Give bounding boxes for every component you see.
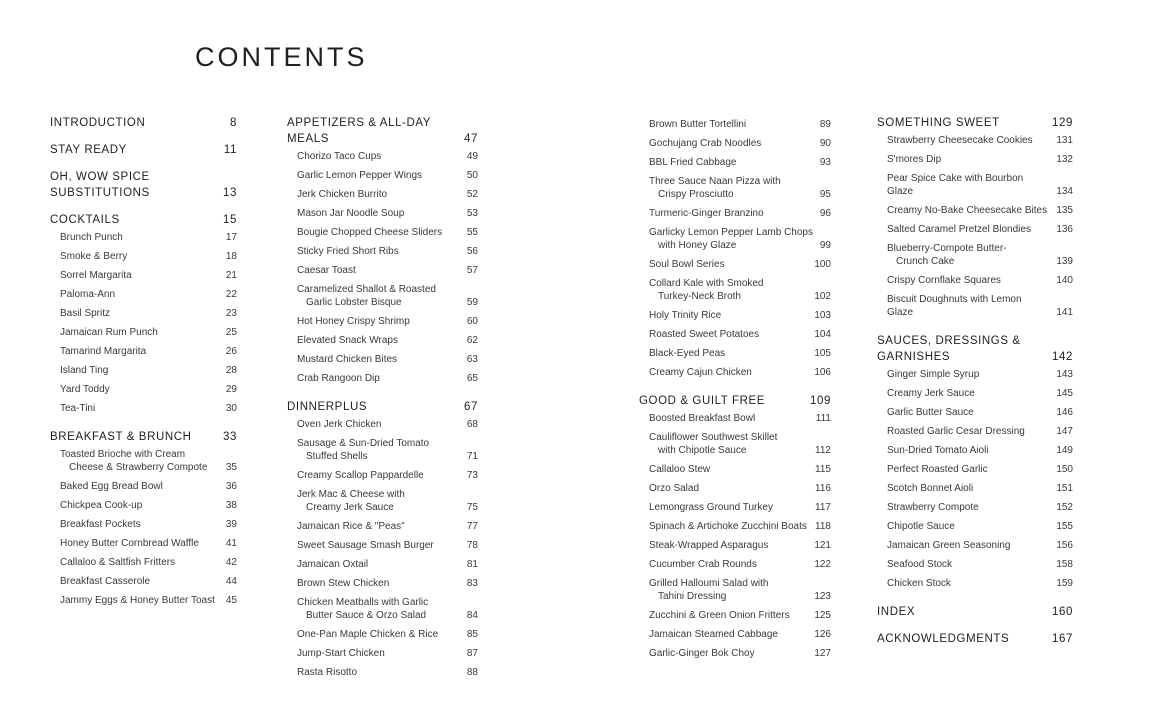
recipe-title: Roasted Sweet Potatoes [649,329,760,340]
toc-recipe-entry [639,363,831,382]
page-number: 104 [814,329,831,340]
recipe-title: Spinach & Artichoke Zucchini Boats [649,521,807,532]
page-number: 136 [1056,224,1073,235]
toc-recipe-entry [287,331,478,350]
page-number: 49 [466,151,478,162]
toc-recipe-entry [877,169,1073,201]
toc-recipe-entry [50,247,237,266]
toc-recipe-entry [287,644,478,663]
toc-column-3 [639,115,831,663]
toc-recipe-entry [639,274,831,306]
page-number: 158 [1056,559,1073,570]
page-number: 116 [815,483,831,494]
toc-recipe-entry [287,555,478,574]
page-number: 125 [814,610,831,621]
recipe-title: Caesar Toast [297,265,356,276]
toc-section-entry [877,333,1073,365]
page-number: 52 [466,189,478,200]
recipe-title: Jammy Eggs & Honey Butter Toast [60,595,215,606]
page-number: 57 [466,265,478,276]
page-number: 87 [466,648,478,659]
recipe-title: Crab Rangoon Dip [297,373,380,384]
toc-recipe-entry [877,220,1073,239]
section-title: BREAKFAST & BRUNCH [50,431,192,443]
page-number: 147 [1056,426,1073,437]
toc-recipe-entry [50,534,237,553]
toc-recipe-entry [877,441,1073,460]
section-title: INTRODUCTION [50,117,146,129]
recipe-title: Mason Jar Noodle Soup [297,208,405,219]
page-number: 126 [814,629,831,640]
recipe-title: Creamy Cajun Chicken [649,367,752,378]
recipe-title: Sausage & Sun-Dried Tomato Stuffed Shells [297,438,430,462]
recipe-title: Callaloo Stew [649,464,711,475]
page-number: 38 [225,500,237,511]
page-number: 155 [1056,521,1073,532]
recipe-title: Jamaican Oxtail [297,559,369,570]
page-number: 117 [815,502,831,513]
toc-recipe-entry [287,574,478,593]
page-number: 159 [1056,578,1073,589]
page-number: 42 [225,557,237,568]
page-number: 13 [223,187,237,199]
toc-recipe-entry [877,290,1073,322]
recipe-title: Baked Egg Bread Bowl [60,481,163,492]
recipe-title: One-Pan Maple Chicken & Rice [297,629,439,640]
toc-recipe-entry [50,361,237,380]
toc-recipe-entry [287,147,478,166]
recipe-title: Honey Butter Cornbread Waffle [60,538,199,549]
page-number: 62 [466,335,478,346]
toc-recipe-entry [287,312,478,331]
recipe-title: Brunch Punch [60,232,123,243]
recipe-title: Sorrel Margarita [60,270,132,281]
page-number: 41 [225,538,237,549]
toc-recipe-entry [50,228,237,247]
toc-recipe-entry [287,593,478,625]
recipe-title: Tamarind Margarita [60,346,147,357]
recipe-title: Cauliflower Southwest Skillet with Chipotle Sauce [649,432,778,456]
page-number: 18 [225,251,237,262]
recipe-title: Gochujang Crab Noodles [649,138,762,149]
page-number: 29 [225,384,237,395]
recipe-title: Soul Bowl Series [649,259,725,270]
toc-recipe-entry [287,466,478,485]
toc-recipe-entry [50,323,237,342]
recipe-title: Three Sauce Naan Pizza with Crispy Prosciutto [649,176,781,200]
recipe-title: Garlic Lemon Pepper Wings [297,170,423,181]
page-number: 167 [1052,633,1073,645]
toc-recipe-entry [639,325,831,344]
toc-section-entry [50,429,237,445]
toc-recipe-entry [877,365,1073,384]
page-number: 132 [1056,154,1073,165]
recipe-title: Blueberry-Compote Butter- Crunch Cake [887,243,1007,267]
toc-section-entry [639,393,831,409]
recipe-title: Chicken Meatballs with Garlic Butter Sauce & Orzo Salad [297,597,429,621]
recipe-title: Pear Spice Cake with Bourbon Glaze [887,173,1024,197]
toc-section-entry [50,169,237,201]
section-title: GOOD & GUILT FREE [639,395,766,407]
recipe-title: Cucumber Crab Rounds [649,559,757,570]
page-number: 139 [1056,256,1073,267]
toc-recipe-entry [287,350,478,369]
recipe-title: Hot Honey Crispy Shrimp [297,316,410,327]
recipe-title: Garlic Butter Sauce [887,407,974,418]
page-number: 140 [1056,275,1073,286]
recipe-title: Jamaican Steamed Cabbage [649,629,778,640]
page-number: 8 [230,117,237,129]
toc-recipe-entry [287,185,478,204]
recipe-title: Creamy Jerk Sauce [887,388,975,399]
toc-recipe-entry [877,150,1073,169]
toc-recipe-entry [639,115,831,134]
toc-recipe-entry [639,134,831,153]
toc-recipe-entry [877,384,1073,403]
page-number: 99 [819,240,831,251]
recipe-title: Salted Caramel Pretzel Blondies [887,224,1031,235]
toc-recipe-entry [877,498,1073,517]
recipe-title: BBL Fried Cabbage [649,157,737,168]
page-number: 75 [466,502,478,513]
page-number: 151 [1056,483,1073,494]
page-number: 149 [1056,445,1073,456]
toc-recipe-entry [50,266,237,285]
page-number: 129 [1052,117,1073,129]
toc-recipe-entry [50,342,237,361]
section-title: OH, WOW SPICE SUBSTITUTIONS [50,171,150,199]
recipe-title: Rasta Risotto [297,667,358,678]
toc-recipe-entry [639,517,831,536]
toc-recipe-entry [877,239,1073,271]
recipe-title: Callaloo & Saltfish Fritters [60,557,176,568]
page-number: 47 [464,133,478,145]
page-number: 115 [815,464,831,475]
recipe-title: Grilled Halloumi Salad with Tahini Dressing [649,578,769,602]
toc-recipe-entry [50,591,237,610]
page-number: 39 [225,519,237,530]
recipe-title: Brown Stew Chicken [297,578,390,589]
toc-recipe-entry [877,403,1073,422]
recipe-title: Seafood Stock [887,559,953,570]
toc-recipe-entry [50,285,237,304]
recipe-title: Island Ting [60,365,109,376]
toc-recipe-entry [287,517,478,536]
page-number: 102 [814,291,831,302]
toc-recipe-entry [287,536,478,555]
recipe-title: Boosted Breakfast Bowl [649,413,756,424]
recipe-title: Mustard Chicken Bites [297,354,398,365]
page-number: 60 [466,316,478,327]
toc-recipe-entry [877,517,1073,536]
page-number: 45 [225,595,237,606]
toc-recipe-entry [639,625,831,644]
toc-recipe-entry [287,625,478,644]
toc-recipe-entry [639,644,831,663]
page-number: 65 [466,373,478,384]
toc-recipe-entry [50,399,237,418]
recipe-title: Ginger Simple Syrup [887,369,980,380]
toc-recipe-entry [50,515,237,534]
toc-recipe-entry [639,223,831,255]
toc-recipe-entry [639,255,831,274]
recipe-title: Crispy Cornflake Squares [887,275,1001,286]
recipe-title: Steak-Wrapped Asparagus [649,540,769,551]
page-number: 81 [466,559,478,570]
page-number: 118 [815,521,831,532]
page-number: 89 [819,119,831,130]
toc-recipe-entry [287,415,478,434]
page-number: 68 [466,419,478,430]
page-number: 100 [814,259,831,270]
section-title: STAY READY [50,144,127,156]
page-number: 135 [1056,205,1073,216]
toc-recipe-entry [287,663,478,682]
section-title: APPETIZERS & ALL-DAY MEALS [287,117,431,145]
recipe-title: Collard Kale with Smoked Turkey-Neck Broth [649,278,764,302]
recipe-title: Breakfast Pockets [60,519,141,530]
recipe-title: Jamaican Rice & "Peas" [297,521,405,532]
page-number: 112 [815,445,831,456]
page-number: 131 [1056,135,1073,146]
recipe-title: Caramelized Shallot & Roasted Garlic Lobster Bisque [297,284,436,308]
recipe-title: Garlicky Lemon Pepper Lamb Chops with Honey Glaze [649,227,813,251]
recipe-title: Breakfast Casserole [60,576,151,587]
toc-recipe-entry [877,574,1073,593]
page-number: 26 [225,346,237,357]
page-number: 105 [814,348,831,359]
page-number: 93 [819,157,831,168]
page-number: 88 [466,667,478,678]
section-title: COCKTAILS [50,214,120,226]
toc-recipe-entry [639,428,831,460]
toc-recipe-entry [877,536,1073,555]
toc-recipe-entry [877,201,1073,220]
recipe-title: S'mores Dip [887,154,942,165]
page-number: 103 [814,310,831,321]
toc-recipe-entry [639,536,831,555]
recipe-title: Turmeric-Ginger Branzino [649,208,764,219]
page-number: 106 [814,367,831,378]
section-title: ACKNOWLEDGMENTS [877,633,1010,645]
page-number: 142 [1052,351,1073,363]
section-title: DINNERPLUS [287,401,368,413]
page-number: 121 [814,540,831,551]
toc-recipe-entry [639,479,831,498]
toc-section-entry [287,399,478,415]
toc-recipe-entry [50,477,237,496]
toc-recipe-entry [50,380,237,399]
recipe-title: Smoke & Berry [60,251,128,262]
recipe-title: Jerk Mac & Cheese with Creamy Jerk Sauce [297,489,405,513]
toc-recipe-entry [639,409,831,428]
toc-recipe-entry [50,572,237,591]
page-number: 109 [810,395,831,407]
recipe-title: Perfect Roasted Garlic [887,464,988,475]
section-title: INDEX [877,606,916,618]
toc-recipe-entry [877,422,1073,441]
page-number: 28 [225,365,237,376]
page-number: 21 [225,270,237,281]
recipe-title: Jerk Chicken Burrito [297,189,388,200]
page-number: 123 [814,591,831,602]
recipe-title: Yard Toddy [60,384,110,395]
page-number: 96 [819,208,831,219]
page-number: 77 [466,521,478,532]
recipe-title: Tea-Tini [60,403,96,414]
recipe-title: Garlic-Ginger Bok Choy [649,648,755,659]
recipe-title: Toasted Brioche with Cream Cheese & Strawberry Compote [60,449,208,473]
recipe-title: Holy Trinity Rice [649,310,722,321]
recipe-title: Chipotle Sauce [887,521,955,532]
page-number: 53 [466,208,478,219]
page-number: 36 [225,481,237,492]
recipe-title: Chicken Stock [887,578,951,589]
toc-recipe-entry [50,553,237,572]
page-number: 141 [1056,307,1073,318]
toc-section-entry [287,115,478,147]
page-number: 11 [223,144,237,156]
recipe-title: Biscuit Doughnuts with Lemon Glaze [887,294,1022,318]
recipe-title: Roasted Garlic Cesar Dressing [887,426,1025,437]
recipe-title: Creamy Scallop Pappardelle [297,470,424,481]
toc-recipe-entry [639,306,831,325]
recipe-title: Creamy No-Bake Cheesecake Bites [887,205,1048,216]
page-number: 71 [466,451,478,462]
page-number: 90 [819,138,831,149]
toc-column-4 [877,115,1073,647]
toc-recipe-entry [287,223,478,242]
recipe-title: Jamaican Green Seasoning [887,540,1011,551]
page-number: 150 [1056,464,1073,475]
page-number: 143 [1056,369,1073,380]
recipe-title: Sticky Fried Short Ribs [297,246,399,257]
recipe-title: Bougie Chopped Cheese Sliders [297,227,443,238]
toc-column-1 [50,115,237,610]
recipe-title: Scotch Bonnet Aioli [887,483,974,494]
recipe-title: Basil Spritz [60,308,111,319]
recipe-title: Lemongrass Ground Turkey [649,502,773,513]
recipe-title: Jump-Start Chicken [297,648,385,659]
toc-recipe-entry [639,606,831,625]
toc-section-entry [877,604,1073,620]
toc-recipe-entry [639,574,831,606]
toc-recipe-entry [50,304,237,323]
page-number: 15 [223,214,237,226]
page-number: 35 [225,462,237,473]
recipe-title: Oven Jerk Chicken [297,419,382,430]
toc-recipe-entry [287,369,478,388]
page-number: 111 [815,413,831,424]
toc-recipe-entry [287,434,478,466]
toc-recipe-entry [877,131,1073,150]
toc-recipe-entry [287,485,478,517]
page-number: 56 [466,246,478,257]
toc-recipe-entry [639,344,831,363]
section-title: SAUCES, DRESSINGS & GARNISHES [877,335,1021,363]
recipe-title: Jamaican Rum Punch [60,327,158,338]
toc-recipe-entry [639,172,831,204]
page-number: 33 [223,431,237,443]
toc-recipe-entry [639,204,831,223]
page-number: 95 [819,189,831,200]
toc-section-entry [50,115,237,131]
page-number: 156 [1056,540,1073,551]
toc-recipe-entry [287,242,478,261]
recipe-title: Elevated Snack Wraps [297,335,398,346]
toc-section-entry [877,115,1073,131]
toc-recipe-entry [877,271,1073,290]
recipe-title: Strawberry Cheesecake Cookies [887,135,1033,146]
page-number: 50 [466,170,478,181]
page-number: 146 [1056,407,1073,418]
page-number: 67 [464,401,478,413]
toc-section-entry [50,212,237,228]
page-number: 44 [225,576,237,587]
toc-recipe-entry [877,555,1073,574]
page-number: 17 [225,232,237,243]
section-title: SOMETHING SWEET [877,117,1000,129]
recipe-title: Sun-Dried Tomato Aioli [887,445,989,456]
page-number: 63 [466,354,478,365]
page-number: 134 [1056,186,1073,197]
page-number: 55 [466,227,478,238]
page-number: 59 [466,297,478,308]
page-number: 85 [466,629,478,640]
recipe-title: Chickpea Cook-up [60,500,143,511]
page-number: 22 [225,289,237,300]
recipe-title: Chorizo Taco Cups [297,151,382,162]
toc-column-2 [287,115,478,682]
page-number: 160 [1052,606,1073,618]
toc-recipe-entry [639,498,831,517]
recipe-title: Black-Eyed Peas [649,348,726,359]
recipe-title: Brown Butter Tortellini [649,119,747,130]
page-number: 83 [466,578,478,589]
toc-recipe-entry [639,153,831,172]
toc-recipe-entry [287,166,478,185]
toc-recipe-entry [639,460,831,479]
page-number: 127 [814,648,831,659]
page-number: 78 [466,540,478,551]
toc-recipe-entry [877,479,1073,498]
recipe-title: Paloma-Ann [60,289,116,300]
page-number: 30 [225,403,237,414]
toc-recipe-entry [287,204,478,223]
toc-recipe-entry [287,261,478,280]
page-number: 145 [1056,388,1073,399]
recipe-title: Orzo Salad [649,483,700,494]
toc-recipe-entry [50,445,237,477]
page-number: 25 [225,327,237,338]
toc-recipe-entry [50,496,237,515]
toc-section-entry [877,631,1073,647]
page-number: 122 [814,559,831,570]
page-number: 73 [466,470,478,481]
toc-recipe-entry [639,555,831,574]
toc-recipe-entry [287,280,478,312]
recipe-title: Strawberry Compote [887,502,979,513]
recipe-title: Zucchini & Green Onion Fritters [649,610,790,621]
recipe-title: Sweet Sausage Smash Burger [297,540,434,551]
page-number: 23 [225,308,237,319]
toc-section-entry [50,142,237,158]
toc-recipe-entry [877,460,1073,479]
page-number: 152 [1056,502,1073,513]
page-number: 84 [466,610,478,621]
page-title: CONTENTS [195,42,368,72]
